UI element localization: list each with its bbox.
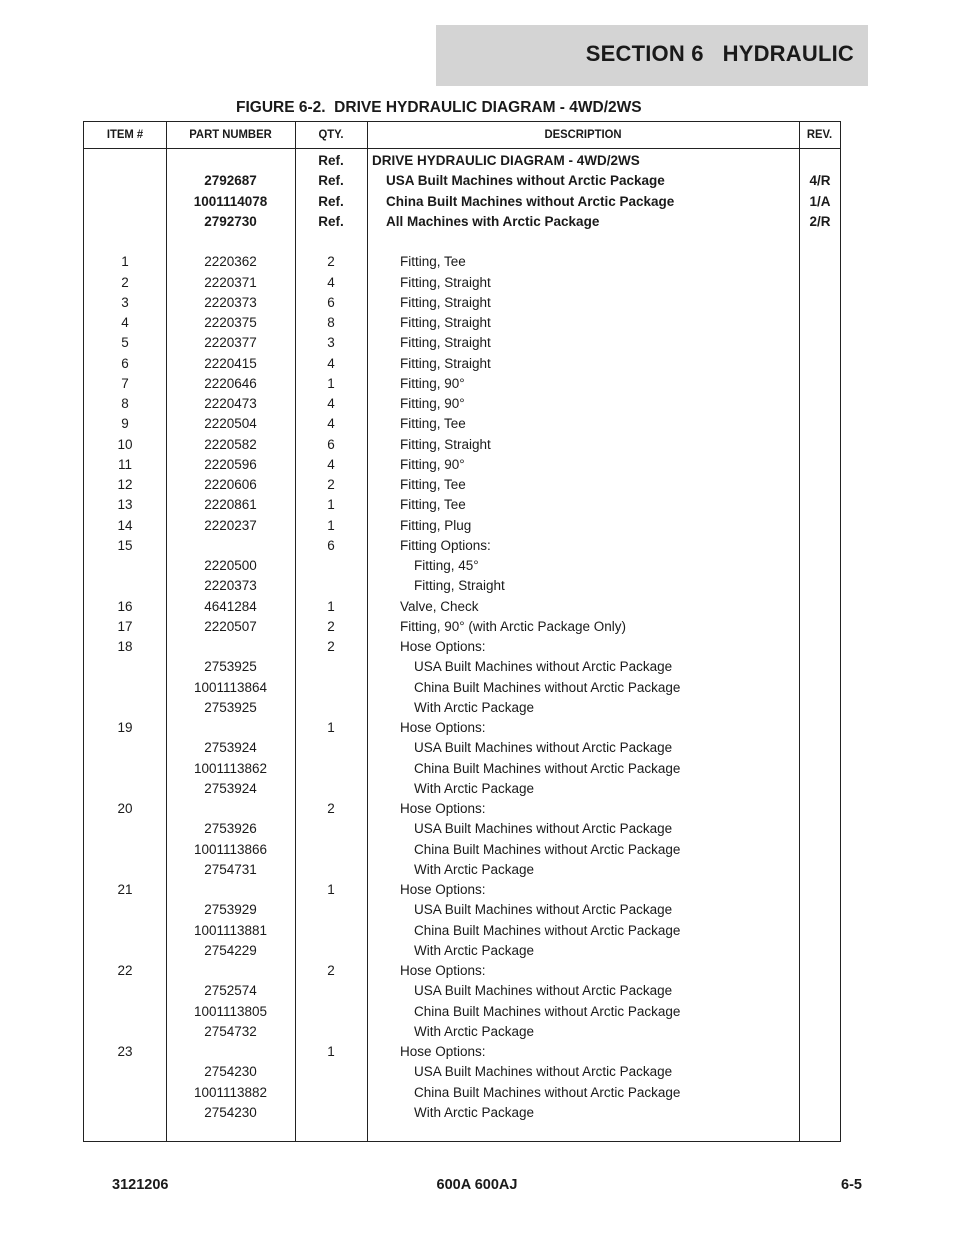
item-number-cell: 15	[117, 537, 133, 553]
table-row	[84, 313, 840, 333]
part-number-cell: 1001113862	[193, 760, 268, 776]
section-header	[436, 25, 868, 86]
description-cell: Fitting, Straight	[400, 436, 491, 452]
description-cell: China Built Machines without Arctic Package	[414, 841, 681, 857]
description-cell: Hose Options:	[400, 801, 486, 816]
description-cell: With Arctic Package	[414, 861, 535, 877]
revision-cell: 4/R	[809, 173, 831, 189]
footer-page-number: 6-5	[841, 1177, 862, 1193]
section-title: SECTION 6 HYDRAULIC	[585, 41, 854, 66]
description-cell: China Built Machines without Arctic Package	[386, 193, 675, 209]
quantity-cell: Ref.	[318, 213, 344, 229]
table-row	[84, 212, 840, 232]
part-number-cell: 2220373	[204, 294, 257, 310]
part-number-cell: 2220606	[204, 477, 257, 492]
table-row	[84, 597, 840, 617]
quantity-cell: 1	[327, 598, 335, 614]
item-number-cell: 1	[121, 254, 129, 270]
item-number-cell: 7	[121, 375, 129, 391]
part-number-cell: 2792687	[204, 173, 257, 189]
table-row	[84, 981, 840, 1001]
description-cell: Fitting, Tee	[400, 416, 466, 432]
quantity-cell: 4	[327, 355, 335, 371]
quantity-cell: 1	[327, 882, 335, 897]
description-cell: China Built Machines without Arctic Package	[414, 760, 681, 776]
part-number-cell: 2754229	[204, 942, 257, 958]
part-number-cell: 1001114078	[193, 193, 268, 209]
table-row	[84, 556, 840, 576]
description-cell: Fitting, Tee	[400, 477, 466, 492]
table-row	[84, 333, 840, 353]
table-row	[84, 718, 840, 738]
item-number-cell: 23	[117, 1044, 133, 1059]
part-number-cell: 1001113882	[193, 1084, 268, 1100]
table-row	[84, 151, 840, 171]
quantity-cell: 1	[327, 720, 335, 735]
description-cell: USA Built Machines without Arctic Package	[414, 902, 673, 918]
quantity-cell: 4	[327, 456, 335, 472]
table-row	[84, 1083, 840, 1103]
table-row	[84, 232, 840, 252]
description-cell: Fitting, Straight	[400, 355, 491, 371]
description-cell: Fitting, 90°	[400, 375, 465, 391]
description-cell: With Arctic Package	[414, 1104, 535, 1120]
item-number-cell: 5	[121, 335, 129, 351]
table-row	[84, 779, 840, 799]
item-number-cell: 17	[117, 618, 133, 634]
part-number-cell: 2220377	[204, 335, 257, 351]
part-number-cell: 2753925	[204, 699, 257, 715]
quantity-cell: 1	[327, 375, 335, 391]
part-number-cell: 2754732	[204, 1023, 257, 1039]
description-cell: With Arctic Package	[414, 699, 535, 715]
table-row	[84, 921, 840, 941]
part-number-cell: 2753924	[204, 780, 257, 796]
description-cell: China Built Machines without Arctic Package	[414, 1084, 681, 1100]
description-cell: Hose Options:	[400, 639, 486, 654]
description-cell: Fitting, 90° (with Arctic Package Only)	[400, 618, 626, 634]
description-cell: Fitting, Straight	[400, 335, 491, 351]
item-number-cell: 6	[121, 355, 129, 371]
table-row	[84, 171, 840, 191]
quantity-cell: 1	[327, 517, 335, 533]
description-cell: All Machines with Arctic Package	[386, 213, 600, 229]
item-number-cell: 14	[117, 517, 133, 533]
description-cell: China Built Machines without Arctic Package	[414, 1003, 681, 1019]
part-number-cell: 2220237	[204, 517, 257, 533]
quantity-cell: 2	[327, 618, 335, 634]
quantity-cell: 2	[327, 639, 335, 654]
table-body	[84, 151, 840, 1123]
part-number-cell: 2754731	[204, 861, 257, 877]
part-number-cell: 1001113805	[193, 1003, 268, 1019]
table-row	[84, 536, 840, 556]
item-number-cell: 3	[121, 294, 129, 310]
revision-cell: 1/A	[809, 193, 831, 209]
item-number-cell: 11	[117, 456, 132, 472]
item-number-cell: 2	[121, 274, 129, 290]
description-cell: DRIVE HYDRAULIC DIAGRAM - 4WD/2WS	[372, 153, 640, 168]
item-number-cell: 19	[117, 720, 133, 735]
item-number-cell: 9	[121, 416, 129, 432]
description-cell: Hose Options:	[400, 720, 486, 735]
part-number-cell: 2220415	[204, 355, 257, 371]
part-number-cell: 2220473	[204, 396, 257, 411]
column-header-description: DESCRIPTION	[544, 127, 622, 141]
item-number-cell: 20	[117, 801, 133, 816]
footer-model: 600A 600AJ	[436, 1177, 518, 1193]
quantity-cell: Ref.	[318, 193, 344, 209]
footer-doc-number: 3121206	[112, 1177, 169, 1193]
table-row	[84, 576, 840, 596]
quantity-cell: 6	[327, 537, 335, 553]
description-cell: Valve, Check	[400, 598, 479, 614]
table-row	[84, 1022, 840, 1042]
description-cell: Fitting, 90°	[400, 396, 465, 411]
part-number-cell: 2220373	[204, 578, 257, 594]
quantity-cell: 4	[327, 396, 335, 411]
table-row	[84, 293, 840, 313]
table-row	[84, 880, 840, 900]
description-cell: USA Built Machines without Arctic Package	[414, 659, 673, 675]
table-row	[84, 192, 840, 212]
table-row	[84, 657, 840, 677]
part-number-cell: 2753925	[204, 659, 257, 675]
quantity-cell: 2	[327, 254, 335, 270]
part-number-cell: 1001113866	[193, 841, 268, 857]
quantity-cell: 1	[327, 497, 335, 513]
table-row	[84, 495, 840, 515]
table-row	[84, 698, 840, 718]
part-number-cell: 2220582	[204, 436, 257, 452]
description-cell: With Arctic Package	[414, 1023, 535, 1039]
column-header-rev: REV.	[806, 127, 833, 141]
description-cell: Fitting Options:	[400, 537, 491, 553]
table-row	[84, 354, 840, 374]
table-row	[84, 414, 840, 434]
part-number-cell: 1001113881	[193, 922, 268, 938]
table-row	[84, 273, 840, 293]
table-row	[84, 759, 840, 779]
item-number-cell: 4	[121, 315, 129, 330]
header-divider	[84, 148, 840, 149]
part-number-cell: 1001113864	[193, 679, 268, 695]
item-number-cell: 10	[117, 436, 133, 452]
quantity-cell: Ref.	[318, 153, 344, 168]
table-row	[84, 819, 840, 839]
item-number-cell: 16	[117, 598, 133, 614]
table-row	[84, 900, 840, 920]
part-number-cell: 2753926	[204, 821, 257, 837]
quantity-cell: Ref.	[318, 173, 344, 189]
table-row	[84, 516, 840, 536]
table-row	[84, 941, 840, 961]
quantity-cell: 8	[327, 315, 335, 330]
item-number-cell: 8	[121, 396, 129, 411]
quantity-cell: 2	[327, 963, 335, 978]
description-cell: Hose Options:	[400, 1044, 486, 1059]
description-cell: With Arctic Package	[414, 780, 535, 796]
description-cell: Fitting, Straight	[400, 315, 491, 330]
description-cell: Fitting, Tee	[400, 254, 466, 270]
part-number-cell: 2220371	[204, 274, 257, 290]
item-number-cell: 13	[117, 497, 133, 513]
part-number-cell: 2220504	[204, 416, 257, 432]
part-number-cell: 2220596	[204, 456, 257, 472]
description-cell: Fitting, Tee	[400, 497, 466, 513]
table-row	[84, 799, 840, 819]
table-row	[84, 455, 840, 475]
figure-title: FIGURE 6-2. DRIVE HYDRAULIC DIAGRAM - 4WD/2WS	[236, 99, 642, 116]
item-number-cell: 22	[117, 963, 133, 978]
table-row	[84, 394, 840, 414]
description-cell: China Built Machines without Arctic Package	[414, 922, 681, 938]
item-number-cell: 18	[117, 639, 133, 654]
description-cell: Fitting, 90°	[400, 456, 465, 472]
description-cell: Hose Options:	[400, 882, 486, 897]
table-row	[84, 1062, 840, 1082]
quantity-cell: 1	[327, 1044, 335, 1059]
column-header-part-number: PART NUMBER	[189, 127, 272, 141]
quantity-cell: 2	[327, 477, 335, 492]
description-cell: USA Built Machines without Arctic Package	[414, 1064, 673, 1080]
table-row	[84, 840, 840, 860]
description-cell: USA Built Machines without Arctic Package	[414, 821, 673, 837]
description-cell: China Built Machines without Arctic Package	[414, 679, 681, 695]
item-number-cell: 21	[117, 882, 133, 897]
table-row	[84, 475, 840, 495]
part-number-cell: 2220646	[204, 375, 257, 391]
table-row	[84, 637, 840, 657]
part-number-cell: 2753924	[204, 740, 257, 756]
description-cell: With Arctic Package	[414, 942, 535, 958]
quantity-cell: 6	[327, 436, 335, 452]
revision-cell: 2/R	[809, 213, 831, 229]
table-row	[84, 678, 840, 698]
description-cell: Fitting, Plug	[400, 517, 472, 533]
part-number-cell: 2753929	[204, 902, 257, 918]
table-row	[84, 374, 840, 394]
description-cell: USA Built Machines without Arctic Package	[386, 173, 665, 189]
table-row	[84, 961, 840, 981]
part-number-cell: 2220507	[204, 618, 257, 634]
part-number-cell: 2792730	[204, 213, 257, 229]
parts-table	[83, 121, 841, 1142]
part-number-cell: 2752574	[204, 983, 257, 999]
table-row	[84, 860, 840, 880]
item-number-cell: 12	[117, 477, 133, 492]
description-cell: Fitting, Straight	[414, 578, 505, 594]
table-row	[84, 617, 840, 637]
description-cell: Fitting, Straight	[400, 274, 491, 290]
description-cell: Fitting, 45°	[414, 558, 479, 573]
table-row	[84, 1103, 840, 1123]
table-row	[84, 1002, 840, 1022]
part-number-cell: 4641284	[204, 598, 257, 614]
part-number-cell: 2754230	[204, 1104, 257, 1120]
part-number-cell: 2754230	[204, 1064, 257, 1080]
table-row	[84, 1042, 840, 1062]
column-header-qty: QTY.	[318, 127, 344, 141]
description-cell: USA Built Machines without Arctic Package	[414, 740, 673, 756]
description-cell: Fitting, Straight	[400, 294, 491, 310]
part-number-cell: 2220500	[204, 558, 257, 573]
part-number-cell: 2220375	[204, 315, 257, 330]
quantity-cell: 6	[327, 294, 335, 310]
quantity-cell: 3	[327, 335, 335, 351]
part-number-cell: 2220362	[204, 254, 257, 270]
column-header-item: ITEM #	[106, 127, 144, 141]
description-cell: USA Built Machines without Arctic Package	[414, 983, 673, 999]
quantity-cell: 4	[327, 416, 335, 432]
part-number-cell: 2220861	[204, 497, 257, 513]
quantity-cell: 4	[327, 274, 335, 290]
table-row	[84, 435, 840, 455]
quantity-cell: 2	[327, 801, 335, 816]
table-row	[84, 252, 840, 272]
table-row	[84, 738, 840, 758]
description-cell: Hose Options:	[400, 963, 486, 978]
